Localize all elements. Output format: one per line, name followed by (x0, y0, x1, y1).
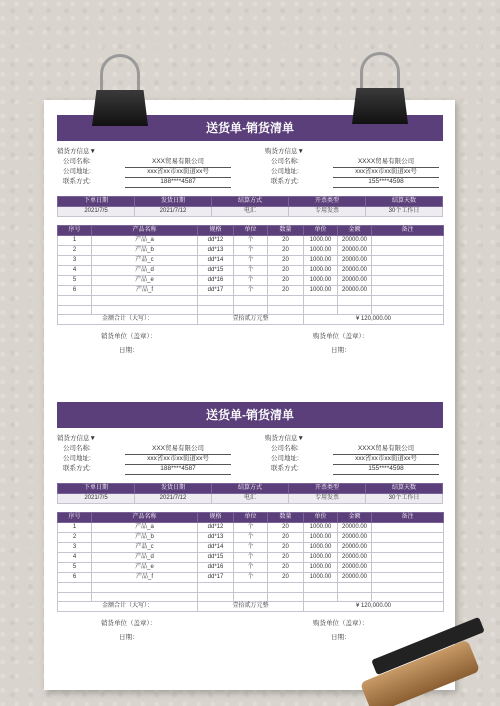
company-label: 公司名称: (271, 445, 299, 452)
price-cell[interactable]: 1000.00 (304, 563, 338, 573)
total-words[interactable]: 壹拾贰万元整 (198, 602, 304, 612)
total-label: 金额合计（大写）： (58, 602, 198, 612)
price-cell[interactable]: 1000.00 (304, 236, 338, 246)
spec-cell[interactable]: dd*15 (198, 266, 234, 276)
unit-cell[interactable]: 个 (234, 266, 268, 276)
item-header: 产品名称 (92, 226, 198, 236)
seller-contact-field[interactable]: 188****4587 (125, 464, 231, 475)
unit-cell[interactable]: 个 (234, 236, 268, 246)
item-header: 单价 (304, 513, 338, 523)
item-row (58, 533, 444, 543)
buyer-info (265, 147, 455, 187)
product-name-cell[interactable]: 产品_c (92, 256, 198, 266)
product-name-cell[interactable]: 产品_d (92, 266, 198, 276)
empty-cell[interactable] (198, 305, 234, 315)
order-header: 结算方式 (212, 197, 289, 207)
seller-sign-label: 销货单位（盖章）： (101, 620, 157, 627)
item-header: 序号 (58, 513, 92, 523)
item-header: 备注 (372, 226, 444, 236)
seq-cell[interactable]: 5 (58, 276, 92, 286)
remark-cell[interactable] (372, 533, 444, 543)
price-cell[interactable]: 1000.00 (304, 286, 338, 296)
remark-cell[interactable] (372, 553, 444, 563)
empty-cell[interactable] (304, 305, 338, 315)
item-header: 单位 (234, 513, 268, 523)
unit-cell[interactable]: 个 (234, 553, 268, 563)
empty-cell[interactable] (198, 296, 234, 306)
party-info (57, 147, 443, 193)
seq-cell[interactable]: 6 (58, 573, 92, 583)
invoice-type-cell[interactable]: 专用发票 (289, 207, 366, 217)
seller-date-label: 日期： (119, 347, 139, 354)
empty-cell[interactable] (338, 592, 372, 602)
seq-cell[interactable]: 2 (58, 533, 92, 543)
order-header: 结算天数 (366, 197, 443, 207)
product-name-cell[interactable]: 产品_b (92, 533, 198, 543)
item-row (58, 553, 444, 563)
seller-info (57, 434, 247, 474)
contact-label: 联系方式: (63, 465, 91, 472)
seq-cell[interactable]: 4 (58, 266, 92, 276)
empty-cell[interactable] (92, 305, 198, 315)
seller-heading[interactable]: 销货方信息▼ (57, 148, 96, 155)
binder-clip-icon (352, 52, 408, 124)
empty-cell[interactable] (234, 305, 268, 315)
qty-cell[interactable]: 20 (268, 543, 304, 553)
buyer-sign-label: 购货单位（盖章）： (313, 333, 369, 340)
item-row (58, 246, 444, 256)
seq-cell[interactable]: 1 (58, 236, 92, 246)
product-name-cell[interactable]: 产品_f (92, 286, 198, 296)
price-cell[interactable]: 1000.00 (304, 256, 338, 266)
signature-area (57, 329, 443, 357)
settlement-days-cell[interactable]: 30个工作日 (366, 207, 443, 217)
remark-cell[interactable] (372, 276, 444, 286)
total-words[interactable]: 壹拾贰万元整 (198, 315, 304, 325)
item-row (58, 256, 444, 266)
qty-cell[interactable]: 20 (268, 523, 304, 533)
empty-cell[interactable] (92, 583, 198, 593)
qty-cell[interactable]: 20 (268, 236, 304, 246)
items-table (57, 225, 444, 325)
ship-date-cell[interactable]: 2021/7/12 (135, 207, 212, 217)
unit-cell[interactable]: 个 (234, 523, 268, 533)
spec-cell[interactable]: dd*13 (198, 246, 234, 256)
item-header: 序号 (58, 226, 92, 236)
price-cell[interactable]: 1000.00 (304, 266, 338, 276)
unit-cell[interactable]: 个 (234, 246, 268, 256)
item-header: 单价 (304, 226, 338, 236)
spec-cell[interactable]: dd*12 (198, 236, 234, 246)
delivery-note-top (57, 115, 443, 357)
settlement-cell[interactable]: 电汇 (212, 494, 289, 504)
buyer-heading[interactable]: 购货方信息▼ (265, 435, 304, 442)
qty-cell[interactable]: 20 (268, 533, 304, 543)
seq-cell[interactable]: 2 (58, 246, 92, 256)
amount-cell[interactable]: 20000.00 (338, 563, 372, 573)
empty-cell[interactable] (268, 296, 304, 306)
delivery-note-bottom (57, 402, 443, 644)
amount-cell[interactable]: 20000.00 (338, 523, 372, 533)
product-name-cell[interactable]: 产品_c (92, 543, 198, 553)
empty-cell[interactable] (372, 583, 444, 593)
order-header: 下单日期 (58, 197, 135, 207)
product-name-cell[interactable]: 产品_b (92, 246, 198, 256)
seller-contact-field[interactable]: 188****4587 (125, 177, 231, 188)
empty-row (58, 296, 444, 306)
order-info-table (57, 196, 443, 217)
unit-cell[interactable]: 个 (234, 543, 268, 553)
seq-cell[interactable]: 5 (58, 563, 92, 573)
empty-cell[interactable] (304, 583, 338, 593)
unit-cell[interactable]: 个 (234, 563, 268, 573)
empty-row (58, 305, 444, 315)
empty-cell[interactable] (338, 296, 372, 306)
empty-cell[interactable] (268, 305, 304, 315)
form-title: 送货单-销货清单 (57, 115, 443, 141)
product-name-cell[interactable]: 产品_d (92, 553, 198, 563)
buyer-contact-field[interactable]: 155****4598 (333, 177, 439, 188)
empty-cell[interactable] (58, 305, 92, 315)
item-row (58, 573, 444, 583)
total-row (58, 602, 444, 612)
price-cell[interactable]: 1000.00 (304, 246, 338, 256)
buyer-heading[interactable]: 购货方信息▼ (265, 148, 304, 155)
amount-cell[interactable]: 20000.00 (338, 236, 372, 246)
total-value[interactable]: ¥ 120,000.00 (304, 602, 444, 612)
seller-address-field[interactable]: xxx省xx市xx街道xx号 (125, 167, 231, 178)
remark-cell[interactable] (372, 266, 444, 276)
amount-cell[interactable]: 20000.00 (338, 256, 372, 266)
seller-company-field[interactable]: XXX贸易有限公司 (125, 444, 231, 455)
unit-cell[interactable]: 个 (234, 573, 268, 583)
item-header: 单位 (234, 226, 268, 236)
spec-cell[interactable]: dd*15 (198, 553, 234, 563)
seq-cell[interactable]: 1 (58, 523, 92, 533)
address-label: 公司地址: (63, 168, 91, 175)
empty-cell[interactable] (92, 296, 198, 306)
amount-cell[interactable]: 20000.00 (338, 533, 372, 543)
buyer-date-label: 日期： (331, 347, 351, 354)
item-header: 金额 (338, 513, 372, 523)
total-value[interactable]: ¥ 120,000.00 (304, 315, 444, 325)
product-name-cell[interactable]: 产品_e (92, 276, 198, 286)
unit-cell[interactable]: 个 (234, 286, 268, 296)
settlement-cell[interactable]: 电汇 (212, 207, 289, 217)
address-label: 公司地址: (271, 168, 299, 175)
spec-cell[interactable]: dd*17 (198, 573, 234, 583)
qty-cell[interactable]: 20 (268, 286, 304, 296)
empty-cell[interactable] (234, 296, 268, 306)
item-row (58, 266, 444, 276)
price-cell[interactable]: 1000.00 (304, 573, 338, 583)
empty-cell[interactable] (234, 583, 268, 593)
qty-cell[interactable]: 20 (268, 276, 304, 286)
item-row (58, 236, 444, 246)
remark-cell[interactable] (372, 573, 444, 583)
seller-info (57, 147, 247, 187)
seq-cell[interactable]: 3 (58, 256, 92, 266)
total-label: 金额合计（大写）： (58, 315, 198, 325)
seller-heading[interactable]: 销货方信息▼ (57, 435, 96, 442)
empty-cell[interactable] (338, 583, 372, 593)
empty-cell[interactable] (198, 583, 234, 593)
qty-cell[interactable]: 20 (268, 573, 304, 583)
qty-cell[interactable]: 20 (268, 246, 304, 256)
company-label: 公司名称: (63, 158, 91, 165)
contact-label: 联系方式: (271, 465, 299, 472)
price-cell[interactable]: 1000.00 (304, 543, 338, 553)
item-row (58, 286, 444, 296)
empty-cell[interactable] (58, 583, 92, 593)
item-row (58, 563, 444, 573)
price-cell[interactable]: 1000.00 (304, 533, 338, 543)
item-header: 规格 (198, 226, 234, 236)
order-header: 发货日期 (135, 484, 212, 494)
seq-cell[interactable]: 6 (58, 286, 92, 296)
settlement-days-cell[interactable]: 30个工作日 (366, 494, 443, 504)
item-header: 数量 (268, 513, 304, 523)
remark-cell[interactable] (372, 246, 444, 256)
buyer-date-label: 日期： (331, 634, 351, 641)
paper-sheet (44, 100, 455, 690)
address-label: 公司地址: (271, 455, 299, 462)
items-table (57, 512, 444, 612)
empty-cell[interactable] (198, 592, 234, 602)
spec-cell[interactable]: dd*14 (198, 256, 234, 266)
empty-cell[interactable] (58, 592, 92, 602)
seller-company-field[interactable]: XXX贸易有限公司 (125, 157, 231, 168)
remark-cell[interactable] (372, 523, 444, 533)
amount-cell[interactable]: 20000.00 (338, 246, 372, 256)
seller-sign-label: 销货单位（盖章）： (101, 333, 157, 340)
remark-cell[interactable] (372, 543, 444, 553)
seller-date-label: 日期： (119, 634, 139, 641)
address-label: 公司地址: (63, 455, 91, 462)
spec-cell[interactable]: dd*16 (198, 276, 234, 286)
qty-cell[interactable]: 20 (268, 266, 304, 276)
seller-address-field[interactable]: xxx省xx市xx街道xx号 (125, 454, 231, 465)
remark-cell[interactable] (372, 236, 444, 246)
order-header: 开票类型 (289, 197, 366, 207)
spec-cell[interactable]: dd*17 (198, 286, 234, 296)
buyer-contact-field[interactable]: 155****4598 (333, 464, 439, 475)
empty-cell[interactable] (372, 305, 444, 315)
empty-cell[interactable] (268, 592, 304, 602)
company-label: 公司名称: (271, 158, 299, 165)
empty-cell[interactable] (338, 305, 372, 315)
price-cell[interactable]: 1000.00 (304, 523, 338, 533)
invoice-type-cell[interactable]: 专用发票 (289, 494, 366, 504)
unit-cell[interactable]: 个 (234, 256, 268, 266)
qty-cell[interactable]: 20 (268, 256, 304, 266)
product-name-cell[interactable]: 产品_f (92, 573, 198, 583)
price-cell[interactable]: 1000.00 (304, 553, 338, 563)
product-name-cell[interactable]: 产品_a (92, 523, 198, 533)
amount-cell[interactable]: 20000.00 (338, 286, 372, 296)
seq-cell[interactable]: 4 (58, 553, 92, 563)
buyer-info (265, 434, 455, 474)
item-header: 数量 (268, 226, 304, 236)
remark-cell[interactable] (372, 286, 444, 296)
item-row (58, 276, 444, 286)
remark-cell[interactable] (372, 563, 444, 573)
item-header: 产品名称 (92, 513, 198, 523)
order-date-cell[interactable]: 2021/7/5 (58, 207, 135, 217)
empty-cell[interactable] (268, 583, 304, 593)
contact-label: 联系方式: (63, 178, 91, 185)
remark-cell[interactable] (372, 256, 444, 266)
order-header: 发货日期 (135, 197, 212, 207)
empty-row (58, 592, 444, 602)
empty-cell[interactable] (58, 296, 92, 306)
form-title: 送货单-销货清单 (57, 402, 443, 428)
empty-cell[interactable] (92, 592, 198, 602)
order-date-cell[interactable]: 2021/7/5 (58, 494, 135, 504)
item-row (58, 543, 444, 553)
buyer-sign-label: 购货单位（盖章）： (313, 620, 369, 627)
product-name-cell[interactable]: 产品_e (92, 563, 198, 573)
empty-cell[interactable] (234, 592, 268, 602)
item-header: 金额 (338, 226, 372, 236)
empty-cell[interactable] (372, 296, 444, 306)
empty-cell[interactable] (304, 592, 338, 602)
item-header: 备注 (372, 513, 444, 523)
empty-cell[interactable] (372, 592, 444, 602)
unit-cell[interactable]: 个 (234, 276, 268, 286)
item-header: 规格 (198, 513, 234, 523)
spec-cell[interactable]: dd*13 (198, 533, 234, 543)
empty-cell[interactable] (304, 296, 338, 306)
spec-cell[interactable]: dd*16 (198, 563, 234, 573)
order-header: 开票类型 (289, 484, 366, 494)
amount-cell[interactable]: 20000.00 (338, 543, 372, 553)
product-name-cell[interactable]: 产品_a (92, 236, 198, 246)
spec-cell[interactable]: dd*14 (198, 543, 234, 553)
wooden-stamp-icon (352, 630, 492, 706)
party-info (57, 434, 443, 480)
buyer-address-field[interactable]: xxx省xx市xx街道xx号 (333, 454, 439, 465)
unit-cell[interactable]: 个 (234, 533, 268, 543)
amount-cell[interactable]: 20000.00 (338, 573, 372, 583)
spec-cell[interactable]: dd*12 (198, 523, 234, 533)
ship-date-cell[interactable]: 2021/7/12 (135, 494, 212, 504)
buyer-address-field[interactable]: xxx省xx市xx街道xx号 (333, 167, 439, 178)
amount-cell[interactable]: 20000.00 (338, 266, 372, 276)
order-header: 结算天数 (366, 484, 443, 494)
qty-cell[interactable]: 20 (268, 563, 304, 573)
buyer-company-field[interactable]: XXXX贸易有限公司 (333, 157, 439, 168)
qty-cell[interactable]: 20 (268, 553, 304, 563)
amount-cell[interactable]: 20000.00 (338, 276, 372, 286)
contact-label: 联系方式: (271, 178, 299, 185)
seq-cell[interactable]: 3 (58, 543, 92, 553)
empty-row (58, 583, 444, 593)
amount-cell[interactable]: 20000.00 (338, 553, 372, 563)
price-cell[interactable]: 1000.00 (304, 276, 338, 286)
company-label: 公司名称: (63, 445, 91, 452)
order-header: 结算方式 (212, 484, 289, 494)
order-info-table (57, 483, 443, 504)
buyer-company-field[interactable]: XXXX贸易有限公司 (333, 444, 439, 455)
binder-clip-icon (92, 54, 148, 126)
total-row (58, 315, 444, 325)
order-header: 下单日期 (58, 484, 135, 494)
item-row (58, 523, 444, 533)
